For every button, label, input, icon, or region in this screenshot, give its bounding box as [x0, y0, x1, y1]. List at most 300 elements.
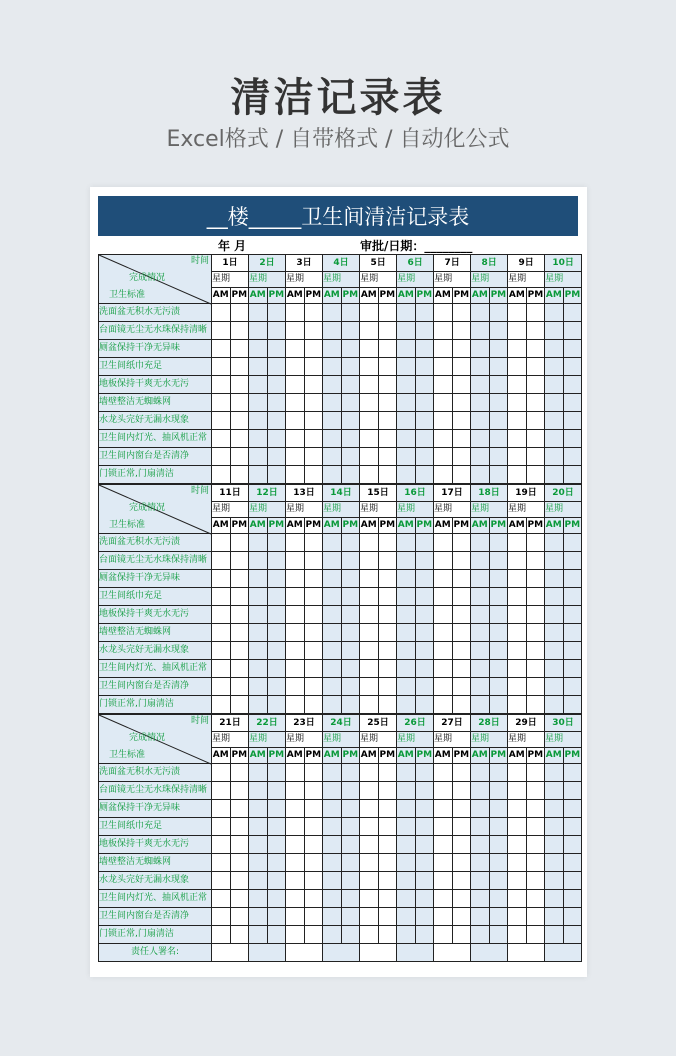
signature-cell[interactable]	[286, 944, 323, 962]
check-cell[interactable]	[341, 394, 360, 412]
check-cell[interactable]	[452, 764, 471, 782]
signature-cell[interactable]	[545, 944, 582, 962]
check-cell[interactable]	[378, 394, 397, 412]
check-cell[interactable]	[434, 890, 453, 908]
check-cell[interactable]	[230, 322, 249, 340]
check-cell[interactable]	[508, 322, 527, 340]
check-cell[interactable]	[563, 394, 582, 412]
check-cell[interactable]	[397, 660, 416, 678]
check-cell[interactable]	[415, 606, 434, 624]
check-cell[interactable]	[249, 696, 268, 714]
check-cell[interactable]	[415, 678, 434, 696]
check-cell[interactable]	[378, 908, 397, 926]
check-cell[interactable]	[397, 836, 416, 854]
check-cell[interactable]	[212, 322, 231, 340]
check-cell[interactable]	[415, 800, 434, 818]
check-cell[interactable]	[230, 430, 249, 448]
check-cell[interactable]	[304, 764, 323, 782]
check-cell[interactable]	[304, 696, 323, 714]
check-cell[interactable]	[415, 430, 434, 448]
check-cell[interactable]	[286, 340, 305, 358]
check-cell[interactable]	[508, 412, 527, 430]
check-cell[interactable]	[323, 908, 342, 926]
check-cell[interactable]	[452, 660, 471, 678]
check-cell[interactable]	[563, 800, 582, 818]
check-cell[interactable]	[286, 430, 305, 448]
check-cell[interactable]	[434, 678, 453, 696]
check-cell[interactable]	[378, 552, 397, 570]
check-cell[interactable]	[304, 412, 323, 430]
check-cell[interactable]	[323, 570, 342, 588]
check-cell[interactable]	[323, 926, 342, 944]
check-cell[interactable]	[508, 448, 527, 466]
check-cell[interactable]	[267, 782, 286, 800]
check-cell[interactable]	[471, 570, 490, 588]
check-cell[interactable]	[563, 926, 582, 944]
check-cell[interactable]	[397, 890, 416, 908]
check-cell[interactable]	[415, 660, 434, 678]
check-cell[interactable]	[249, 836, 268, 854]
check-cell[interactable]	[471, 678, 490, 696]
check-cell[interactable]	[452, 926, 471, 944]
check-cell[interactable]	[304, 890, 323, 908]
check-cell[interactable]	[434, 376, 453, 394]
check-cell[interactable]	[415, 836, 434, 854]
check-cell[interactable]	[415, 322, 434, 340]
check-cell[interactable]	[249, 908, 268, 926]
check-cell[interactable]	[415, 412, 434, 430]
check-cell[interactable]	[230, 570, 249, 588]
check-cell[interactable]	[304, 340, 323, 358]
check-cell[interactable]	[563, 322, 582, 340]
check-cell[interactable]	[378, 588, 397, 606]
check-cell[interactable]	[286, 624, 305, 642]
check-cell[interactable]	[563, 642, 582, 660]
check-cell[interactable]	[286, 696, 305, 714]
check-cell[interactable]	[434, 836, 453, 854]
check-cell[interactable]	[489, 466, 508, 484]
check-cell[interactable]	[397, 642, 416, 660]
check-cell[interactable]	[267, 624, 286, 642]
check-cell[interactable]	[471, 782, 490, 800]
check-cell[interactable]	[267, 552, 286, 570]
check-cell[interactable]	[360, 678, 379, 696]
check-cell[interactable]	[434, 800, 453, 818]
check-cell[interactable]	[526, 660, 545, 678]
check-cell[interactable]	[304, 588, 323, 606]
check-cell[interactable]	[489, 552, 508, 570]
weekday-cell[interactable]: 星期	[471, 272, 508, 288]
check-cell[interactable]	[323, 642, 342, 660]
check-cell[interactable]	[304, 660, 323, 678]
check-cell[interactable]	[415, 696, 434, 714]
check-cell[interactable]	[341, 534, 360, 552]
check-cell[interactable]	[563, 678, 582, 696]
check-cell[interactable]	[341, 376, 360, 394]
check-cell[interactable]	[526, 782, 545, 800]
check-cell[interactable]	[415, 890, 434, 908]
check-cell[interactable]	[563, 624, 582, 642]
check-cell[interactable]	[360, 570, 379, 588]
check-cell[interactable]	[489, 340, 508, 358]
check-cell[interactable]	[434, 412, 453, 430]
check-cell[interactable]	[434, 660, 453, 678]
signature-cell[interactable]	[360, 944, 397, 962]
check-cell[interactable]	[267, 642, 286, 660]
check-cell[interactable]	[508, 304, 527, 322]
check-cell[interactable]	[489, 854, 508, 872]
check-cell[interactable]	[397, 340, 416, 358]
check-cell[interactable]	[526, 624, 545, 642]
check-cell[interactable]	[323, 678, 342, 696]
check-cell[interactable]	[304, 854, 323, 872]
check-cell[interactable]	[378, 448, 397, 466]
check-cell[interactable]	[452, 466, 471, 484]
check-cell[interactable]	[489, 588, 508, 606]
check-cell[interactable]	[508, 696, 527, 714]
check-cell[interactable]	[360, 624, 379, 642]
check-cell[interactable]	[267, 376, 286, 394]
check-cell[interactable]	[471, 890, 490, 908]
check-cell[interactable]	[415, 552, 434, 570]
check-cell[interactable]	[452, 836, 471, 854]
check-cell[interactable]	[434, 624, 453, 642]
check-cell[interactable]	[563, 304, 582, 322]
check-cell[interactable]	[489, 660, 508, 678]
check-cell[interactable]	[378, 376, 397, 394]
check-cell[interactable]	[508, 588, 527, 606]
check-cell[interactable]	[452, 394, 471, 412]
check-cell[interactable]	[249, 660, 268, 678]
check-cell[interactable]	[360, 836, 379, 854]
check-cell[interactable]	[378, 570, 397, 588]
check-cell[interactable]	[526, 466, 545, 484]
check-cell[interactable]	[267, 570, 286, 588]
check-cell[interactable]	[489, 926, 508, 944]
weekday-cell[interactable]: 星期	[545, 272, 582, 288]
check-cell[interactable]	[452, 800, 471, 818]
check-cell[interactable]	[267, 890, 286, 908]
check-cell[interactable]	[286, 534, 305, 552]
check-cell[interactable]	[360, 358, 379, 376]
check-cell[interactable]	[526, 570, 545, 588]
check-cell[interactable]	[378, 890, 397, 908]
check-cell[interactable]	[434, 304, 453, 322]
signature-cell[interactable]	[212, 944, 249, 962]
check-cell[interactable]	[471, 552, 490, 570]
check-cell[interactable]	[360, 430, 379, 448]
check-cell[interactable]	[286, 606, 305, 624]
check-cell[interactable]	[267, 304, 286, 322]
check-cell[interactable]	[286, 412, 305, 430]
check-cell[interactable]	[341, 782, 360, 800]
check-cell[interactable]	[212, 678, 231, 696]
check-cell[interactable]	[545, 908, 564, 926]
weekday-cell[interactable]: 星期	[286, 732, 323, 748]
check-cell[interactable]	[341, 304, 360, 322]
check-cell[interactable]	[341, 340, 360, 358]
check-cell[interactable]	[526, 890, 545, 908]
check-cell[interactable]	[526, 908, 545, 926]
check-cell[interactable]	[267, 678, 286, 696]
check-cell[interactable]	[526, 764, 545, 782]
check-cell[interactable]	[286, 890, 305, 908]
check-cell[interactable]	[489, 800, 508, 818]
check-cell[interactable]	[304, 800, 323, 818]
check-cell[interactable]	[230, 926, 249, 944]
check-cell[interactable]	[508, 358, 527, 376]
check-cell[interactable]	[526, 376, 545, 394]
check-cell[interactable]	[489, 908, 508, 926]
check-cell[interactable]	[471, 818, 490, 836]
check-cell[interactable]	[267, 800, 286, 818]
check-cell[interactable]	[360, 854, 379, 872]
check-cell[interactable]	[545, 606, 564, 624]
check-cell[interactable]	[526, 800, 545, 818]
check-cell[interactable]	[471, 606, 490, 624]
check-cell[interactable]	[341, 872, 360, 890]
check-cell[interactable]	[526, 854, 545, 872]
check-cell[interactable]	[526, 818, 545, 836]
check-cell[interactable]	[304, 394, 323, 412]
weekday-cell[interactable]: 星期	[323, 732, 360, 748]
check-cell[interactable]	[563, 466, 582, 484]
check-cell[interactable]	[267, 466, 286, 484]
check-cell[interactable]	[471, 322, 490, 340]
check-cell[interactable]	[267, 836, 286, 854]
check-cell[interactable]	[267, 926, 286, 944]
check-cell[interactable]	[563, 764, 582, 782]
check-cell[interactable]	[452, 890, 471, 908]
check-cell[interactable]	[323, 836, 342, 854]
check-cell[interactable]	[323, 534, 342, 552]
check-cell[interactable]	[249, 448, 268, 466]
check-cell[interactable]	[212, 800, 231, 818]
check-cell[interactable]	[545, 304, 564, 322]
check-cell[interactable]	[415, 764, 434, 782]
check-cell[interactable]	[230, 782, 249, 800]
check-cell[interactable]	[563, 376, 582, 394]
check-cell[interactable]	[489, 624, 508, 642]
check-cell[interactable]	[415, 534, 434, 552]
check-cell[interactable]	[397, 678, 416, 696]
check-cell[interactable]	[452, 908, 471, 926]
signature-cell[interactable]	[249, 944, 286, 962]
check-cell[interactable]	[508, 908, 527, 926]
check-cell[interactable]	[415, 642, 434, 660]
check-cell[interactable]	[212, 624, 231, 642]
check-cell[interactable]	[323, 448, 342, 466]
check-cell[interactable]	[397, 782, 416, 800]
check-cell[interactable]	[471, 412, 490, 430]
check-cell[interactable]	[360, 588, 379, 606]
check-cell[interactable]	[249, 588, 268, 606]
check-cell[interactable]	[212, 696, 231, 714]
check-cell[interactable]	[267, 818, 286, 836]
check-cell[interactable]	[286, 552, 305, 570]
check-cell[interactable]	[360, 696, 379, 714]
check-cell[interactable]	[452, 534, 471, 552]
check-cell[interactable]	[397, 606, 416, 624]
check-cell[interactable]	[563, 660, 582, 678]
check-cell[interactable]	[452, 642, 471, 660]
check-cell[interactable]	[545, 394, 564, 412]
check-cell[interactable]	[489, 430, 508, 448]
check-cell[interactable]	[230, 660, 249, 678]
check-cell[interactable]	[212, 818, 231, 836]
check-cell[interactable]	[212, 430, 231, 448]
check-cell[interactable]	[452, 696, 471, 714]
check-cell[interactable]	[360, 818, 379, 836]
check-cell[interactable]	[526, 642, 545, 660]
check-cell[interactable]	[526, 322, 545, 340]
check-cell[interactable]	[230, 394, 249, 412]
check-cell[interactable]	[267, 908, 286, 926]
check-cell[interactable]	[230, 890, 249, 908]
check-cell[interactable]	[267, 430, 286, 448]
check-cell[interactable]	[378, 534, 397, 552]
check-cell[interactable]	[489, 304, 508, 322]
check-cell[interactable]	[304, 570, 323, 588]
weekday-cell[interactable]: 星期	[323, 272, 360, 288]
check-cell[interactable]	[526, 926, 545, 944]
check-cell[interactable]	[434, 782, 453, 800]
check-cell[interactable]	[230, 606, 249, 624]
check-cell[interactable]	[323, 430, 342, 448]
check-cell[interactable]	[230, 908, 249, 926]
check-cell[interactable]	[434, 448, 453, 466]
check-cell[interactable]	[434, 466, 453, 484]
check-cell[interactable]	[489, 818, 508, 836]
check-cell[interactable]	[304, 376, 323, 394]
check-cell[interactable]	[545, 448, 564, 466]
check-cell[interactable]	[341, 358, 360, 376]
check-cell[interactable]	[397, 570, 416, 588]
check-cell[interactable]	[378, 678, 397, 696]
check-cell[interactable]	[452, 854, 471, 872]
check-cell[interactable]	[360, 872, 379, 890]
check-cell[interactable]	[471, 908, 490, 926]
check-cell[interactable]	[323, 800, 342, 818]
check-cell[interactable]	[212, 782, 231, 800]
check-cell[interactable]	[267, 448, 286, 466]
check-cell[interactable]	[286, 926, 305, 944]
check-cell[interactable]	[434, 642, 453, 660]
check-cell[interactable]	[508, 570, 527, 588]
check-cell[interactable]	[267, 412, 286, 430]
check-cell[interactable]	[452, 358, 471, 376]
check-cell[interactable]	[563, 534, 582, 552]
check-cell[interactable]	[230, 764, 249, 782]
check-cell[interactable]	[526, 678, 545, 696]
check-cell[interactable]	[341, 448, 360, 466]
check-cell[interactable]	[415, 394, 434, 412]
check-cell[interactable]	[212, 466, 231, 484]
check-cell[interactable]	[508, 660, 527, 678]
check-cell[interactable]	[415, 376, 434, 394]
check-cell[interactable]	[360, 376, 379, 394]
check-cell[interactable]	[397, 448, 416, 466]
check-cell[interactable]	[249, 764, 268, 782]
check-cell[interactable]	[230, 836, 249, 854]
check-cell[interactable]	[434, 534, 453, 552]
check-cell[interactable]	[452, 448, 471, 466]
weekday-cell[interactable]: 星期	[508, 272, 545, 288]
check-cell[interactable]	[212, 854, 231, 872]
check-cell[interactable]	[452, 430, 471, 448]
weekday-cell[interactable]: 星期	[434, 272, 471, 288]
check-cell[interactable]	[360, 908, 379, 926]
check-cell[interactable]	[563, 606, 582, 624]
check-cell[interactable]	[249, 872, 268, 890]
check-cell[interactable]	[397, 304, 416, 322]
check-cell[interactable]	[563, 340, 582, 358]
weekday-cell[interactable]: 星期	[508, 502, 545, 518]
check-cell[interactable]	[323, 764, 342, 782]
check-cell[interactable]	[545, 818, 564, 836]
check-cell[interactable]	[360, 412, 379, 430]
check-cell[interactable]	[471, 696, 490, 714]
check-cell[interactable]	[526, 534, 545, 552]
weekday-cell[interactable]: 星期	[249, 732, 286, 748]
check-cell[interactable]	[545, 534, 564, 552]
check-cell[interactable]	[545, 926, 564, 944]
check-cell[interactable]	[286, 660, 305, 678]
check-cell[interactable]	[286, 322, 305, 340]
check-cell[interactable]	[230, 800, 249, 818]
weekday-cell[interactable]: 星期	[397, 272, 434, 288]
check-cell[interactable]	[267, 340, 286, 358]
check-cell[interactable]	[304, 304, 323, 322]
check-cell[interactable]	[563, 552, 582, 570]
check-cell[interactable]	[249, 818, 268, 836]
check-cell[interactable]	[563, 448, 582, 466]
check-cell[interactable]	[508, 782, 527, 800]
check-cell[interactable]	[545, 358, 564, 376]
check-cell[interactable]	[415, 358, 434, 376]
check-cell[interactable]	[415, 926, 434, 944]
check-cell[interactable]	[249, 926, 268, 944]
check-cell[interactable]	[452, 570, 471, 588]
weekday-cell[interactable]: 星期	[397, 732, 434, 748]
check-cell[interactable]	[378, 358, 397, 376]
check-cell[interactable]	[378, 800, 397, 818]
check-cell[interactable]	[508, 872, 527, 890]
check-cell[interactable]	[508, 854, 527, 872]
check-cell[interactable]	[489, 394, 508, 412]
check-cell[interactable]	[323, 606, 342, 624]
check-cell[interactable]	[378, 818, 397, 836]
check-cell[interactable]	[267, 606, 286, 624]
check-cell[interactable]	[378, 322, 397, 340]
check-cell[interactable]	[415, 588, 434, 606]
check-cell[interactable]	[397, 696, 416, 714]
check-cell[interactable]	[508, 340, 527, 358]
check-cell[interactable]	[267, 358, 286, 376]
check-cell[interactable]	[230, 412, 249, 430]
check-cell[interactable]	[526, 872, 545, 890]
check-cell[interactable]	[563, 836, 582, 854]
check-cell[interactable]	[341, 642, 360, 660]
check-cell[interactable]	[304, 624, 323, 642]
check-cell[interactable]	[341, 466, 360, 484]
check-cell[interactable]	[452, 588, 471, 606]
check-cell[interactable]	[489, 570, 508, 588]
check-cell[interactable]	[434, 696, 453, 714]
check-cell[interactable]	[212, 412, 231, 430]
check-cell[interactable]	[323, 322, 342, 340]
check-cell[interactable]	[434, 394, 453, 412]
